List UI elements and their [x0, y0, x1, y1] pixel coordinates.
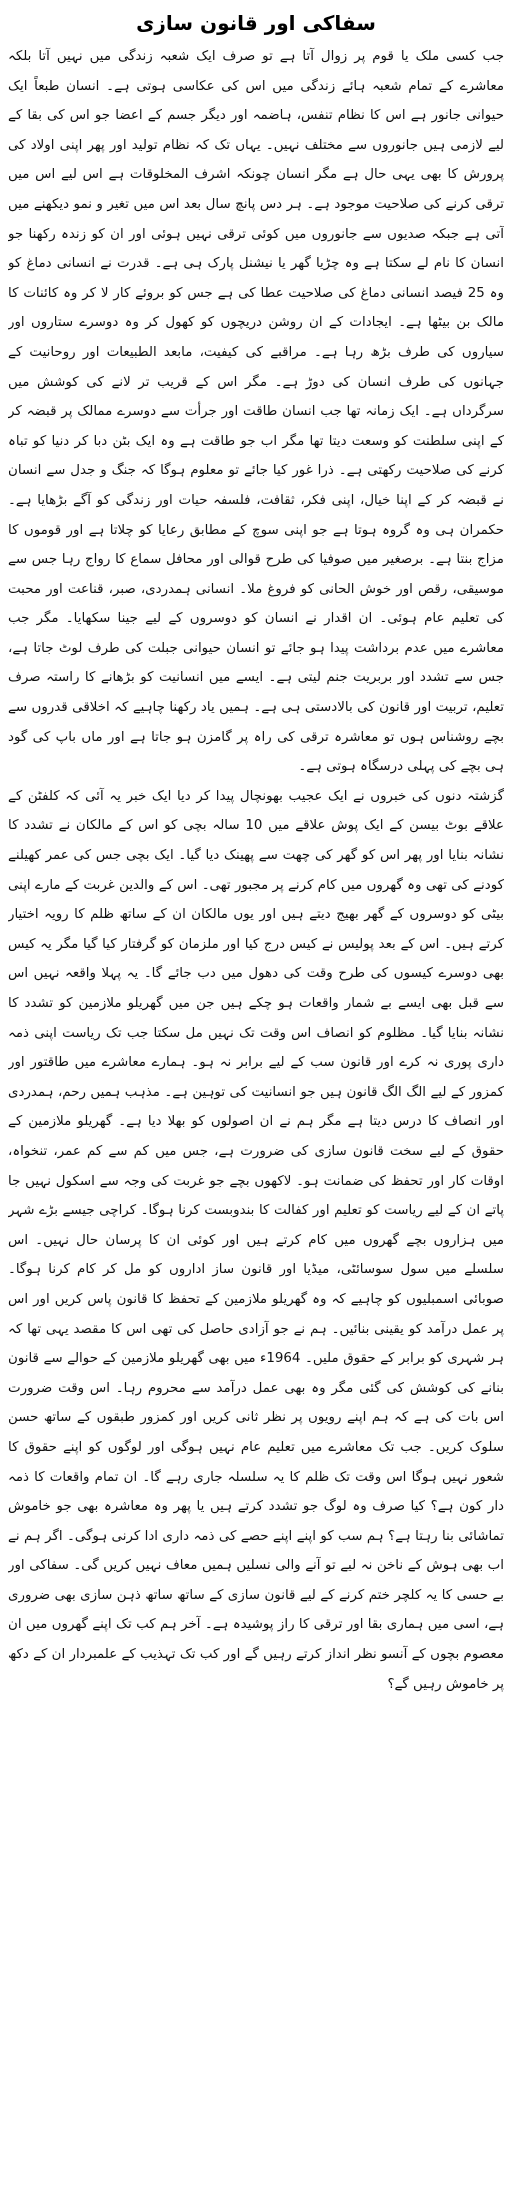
article-body	[8, 42, 504, 1699]
article-paragraph-2: گزشتہ دنوں کی خبروں نے ایک عجیب بھونچال پیدا کر دیا ایک خبر یہ آئی کہ کلفٹن کے علاقے بوٹ بیسن کے ایک پوش علاقے میں 10 سالہ بچی کو اس کے مالکان نے تشدد کا نشانہ بنایا اور پھر اس کو گھر کی چھت سے پھینک دیا گیا۔ ایک بچی جس کی عمر کھیلنے کودنے کی تھی وہ گھروں میں کام کرنے پر مجبور تھی۔ اس کے والدین غربت کے مارے اپنی بیٹی کو دوسروں کے گھر بھیج دیتے ہیں اور یوں مالکان ان کے ساتھ ظلم کا رویہ اختیار کرتے ہیں۔ اس کے بعد پولیس نے کیس درج کیا اور ملزمان کو گرفتار کیا گیا مگر یہ کیس بھی دوسرے کیسوں کی طرح وقت کی دھول میں دب جائے گا۔ یہ پہلا واقعہ نہیں اس سے قبل بھی ایسے بے شمار واقعات ہو چکے ہیں جن میں گھریلو ملازمین کو تشدد کا نشانہ بنایا گیا۔ مظلوم کو انصاف اس وقت تک نہیں مل سکتا جب تک ریاست اپنی ذمہ داری پوری نہ کرے اور قانون سب کے لیے برابر نہ ہو۔ ہمارے معاشرے میں طاقتور اور کمزور کے لیے الگ الگ قانون ہیں جو انسانیت کی توہین ہے۔ مذہب ہمیں رحم، ہمدردی اور انصاف کا درس دیتا ہے مگر ہم نے ان اصولوں کو بھلا دیا ہے۔ گھریلو ملازمین کے حقوق کے لیے سخت قانون سازی کی ضرورت ہے، جس میں کم سے کم عمر، تنخواہ، اوقات کار اور تحفظ کی ضمانت ہو۔ لاکھوں بچے جو غربت کی وجہ سے اسکول نہیں جا پاتے ان کے لیے ریاست کو تعلیم اور کفالت کا بندوبست کرنا ہوگا۔ کراچی جیسے بڑے شہر میں ہزاروں بچے گھروں میں کام کرتے ہیں اور کوئی ان کا پرسان حال نہیں۔ اس سلسلے میں سول سوسائٹی، میڈیا اور قانون ساز اداروں کو مل کر کام کرنا ہوگا۔ صوبائی اسمبلیوں کو چاہیے کہ وہ گھریلو ملازمین کے تحفظ کا قانون پاس کریں اور اس پر عمل درآمد کو یقینی بنائیں۔ ہم نے جو آزادی حاصل کی تھی اس کا مقصد یہی تھا کہ ہر شہری کو برابر کے حقوق ملیں۔ 1964ء میں بھی گھریلو ملازمین کے حوالے سے قانون بنانے کی کوشش کی گئی مگر وہ بھی عمل درآمد سے محروم رہا۔ اس وقت ضرورت اس بات کی ہے کہ ہم اپنے رویوں پر نظر ثانی کریں اور کمزور طبقوں کے ساتھ حسن سلوک کریں۔ جب تک معاشرے میں تعلیم عام نہیں ہوگی اور لوگوں کو اپنے حقوق کا شعور نہیں ہوگا اس وقت تک ظلم کا یہ سلسلہ جاری رہے گا۔ ان تمام واقعات کا ذمہ دار کون ہے؟ کیا صرف وہ لوگ جو تشدد کرتے ہیں یا پھر وہ معاشرہ بھی جو خاموش تماشائی بنا رہتا ہے؟ ہم سب کو اپنے اپنے حصے کی ذمہ داری ادا کرنی ہوگی۔ اگر ہم نے اب بھی ہوش کے ناخن نہ لیے تو آنے والی نسلیں ہمیں معاف نہیں کریں گی۔ سفاکی اور بے حسی کا یہ کلچر ختم کرنے کے لیے قانون سازی کے ساتھ ساتھ ذہن سازی بھی ضروری ہے، اسی میں ہماری بقا اور ترقی کا راز پوشیدہ ہے۔ آخر ہم کب تک اپنے گھروں میں ان معصوم بچوں کے آنسو نظر انداز کرتے رہیں گے اور کب تک تہذیب کے علمبردار ان کے دکھ پر خاموش رہیں گے؟	[8, 788, 504, 1692]
article	[8, 0, 504, 2198]
article-title: سفاکی اور قانون سازی	[136, 11, 376, 35]
article-paragraph-1: جب کسی ملک یا قوم پر زوال آتا ہے تو صرف ایک شعبہ زندگی میں نہیں آتا بلکہ معاشرے کے تمام شعبہ ہائے زندگی میں اس کی عکاسی ہوتی ہے۔ انسان طبعاً ایک حیوانی جانور ہے اس کا نظام تنفس، ہاضمہ اور دیگر جسم کے اعضا جو اس کی بقا کے لیے لازمی ہیں جانوروں سے مختلف نہیں۔ یہاں تک کہ نظام تولید اور پھر اپنی اولاد کی پرورش کا بھی یہی حال ہے مگر انسان چونکہ اشرف المخلوقات ہے اس لیے اس میں ترقی کرنے کی صلاحیت موجود ہے۔ ہر دس پانچ سال بعد اس میں تغیر و نمو دیکھنے میں آتی ہے جبکہ صدیوں سے جانوروں میں کوئی ترقی نہیں ہوئی اور ان کو زندہ رکھنا جو انسان کا نام لے سکتا ہے وہ چڑیا گھر یا نیشنل پارک ہی ہے۔ قدرت نے انسانی دماغ کو وہ 25 فیصد انسانی دماغ کی صلاحیت عطا کی ہے جس کو بروئے کار لا کر وہ کائنات کا مالک بن بیٹھا ہے۔ ایجادات کے ان روشن دریچوں کو کھول کر وہ دوسرے ستاروں اور سیاروں کی طرف بڑھ رہا ہے۔ مراقبے کی کیفیت، مابعد الطبیعات اور روحانیت کے جہانوں کی طرف انسان کی دوڑ ہے۔ مگر اس کے قریب تر لانے کی کوشش میں سرگرداں ہے۔ ایک زمانہ تھا جب انسان طاقت اور جرأت سے دوسرے ممالک پر قبضہ کر کے اپنی سلطنت کو وسعت دیتا تھا مگر اب جو طاقت ہے وہ ایک بٹن دبا کر دنیا کو تباہ کرنے کی صلاحیت رکھتی ہے۔ ذرا غور کیا جائے تو معلوم ہوگا کہ جنگ و جدل سے انسان نے قبضہ کر کے اپنا خیال، اپنی فکر، ثقافت، فلسفہ حیات اور زندگی کو آگے بڑھایا ہے۔ حکمران ہی وہ گروہ ہوتا ہے جو اپنی سوچ کے مطابق رعایا کو چلاتا ہے اور قوموں کا مزاج بنتا ہے۔ برصغیر میں صوفیا کی طرح قوالی اور محافل سماع کا رواج رہا جس سے موسیقی، رقص اور خوش الحانی کو فروغ ملا۔ انسانی ہمدردی، صبر، قناعت اور محبت کی تعلیم عام ہوئی۔ ان اقدار نے انسان کو دوسروں کے لیے جینا سکھایا۔ مگر جب معاشرے میں عدم برداشت پیدا ہو جائے تو انسان حیوانی جبلت کی طرف لوٹ جاتا ہے، جس سے تشدد اور بربریت جنم لیتی ہے۔ ایسے میں انسانیت کو بڑھانے کا راستہ صرف تعلیم، تربیت اور قانون کی بالادستی ہی ہے۔ ہمیں یاد رکھنا چاہیے کہ اخلاقی قدروں سے بچے روشناس ہوں تو معاشرہ ترقی کی راہ پر گامزن ہو جاتا ہے اور ماں باپ کی گود ہی بچے کی پہلی درسگاہ ہوتی ہے۔	[8, 49, 504, 775]
